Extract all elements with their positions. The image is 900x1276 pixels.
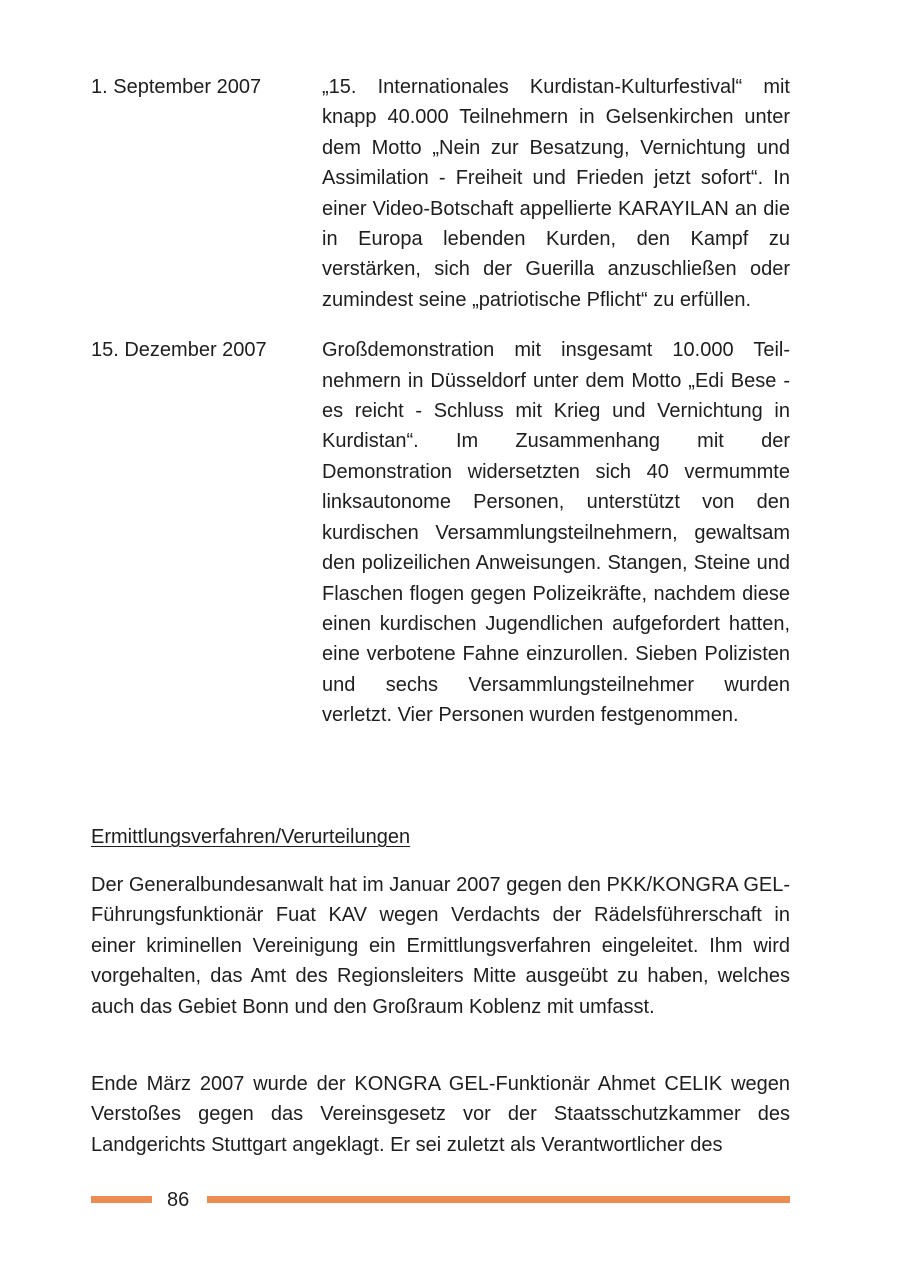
footer-accent-bar-right (207, 1196, 790, 1203)
entry-date: 15. Dezember 2007 (91, 339, 267, 362)
page-footer (91, 1186, 790, 1216)
entry-text: „15. Internationales Kurdistan-Kulturfestival“ mit knapp 40.000 Teilnehmern in Gelsenkirchen unter dem Motto „Nein zur Besatzung, Vernichtung und Assimilation - Freiheit und Frieden jetzt sofort“. In einer Video-Botschaft appellierte KARAYILAN an die in Europa lebenden Kurden, den Kampf zu verstärken, sich der Guerilla anzuschließen oder zumindest seine „patriotische Pflicht“ zu erfüllen. (322, 76, 790, 311)
entry-text: Großdemonstration mit insgesamt 10.000 Teilnehmern in Düsseldorf unter dem Motto „Edi Bese - es reicht - Schluss mit Krieg und Vernichtung in Kurdistan“. Im Zusammenhang mit der Demonstration widersetzten sich 40 vermummte linksautonome Personen, unterstützt von den kurdischen Versammlungsteilnehmern, gewaltsam den polizeilichen Anweisungen. Stangen, Steine und Flaschen flogen gegen Polizeikräfte, nachdem diese einen kurdischen Jugendlichen aufgefordert hatten, eine verbotene Fahne einzurollen. Sieben Polizisten und sechs Versammlungsteilnehmer wurden verletzt. Vier Personen wurden festgenommen. (322, 339, 790, 727)
page-number: 86 (167, 1189, 190, 1211)
chronology-table (91, 72, 790, 751)
chronology-entry-december (91, 335, 790, 730)
chronology-entry-september (91, 72, 790, 315)
section-heading: Ermittlungsverfahren/Verurteilungen (91, 826, 411, 848)
entry-date: 1. September 2007 (91, 76, 262, 98)
footer-accent-bar-left (91, 1196, 152, 1203)
body-paragraph: Ende März 2007 wurde der KONGRA GEL-Funktionär Ahmet CELIK wegen Verstoßes gegen das Vereinsgesetz vor der Staatsschutzkammer des Landgerichts Stuttgart angeklagt. Er sei zuletzt als Verantwortlicher des (91, 1073, 790, 1156)
body-paragraph: Der Generalbundesanwalt hat im Januar 2007 gegen den PKK/KONGRA GEL-Führungsfunktionär Fuat KAV wegen Verdachts der Rädelsführerschaft in einer kriminellen Vereinigung ein Ermittlungsverfahren eingeleitet. Ihm wird vorgehalten, das Amt des Regionsleiters Mitte ausgeübt zu haben, welches auch das Gebiet Bonn und den Großraum Koblenz mit umfasst. (91, 874, 790, 1018)
